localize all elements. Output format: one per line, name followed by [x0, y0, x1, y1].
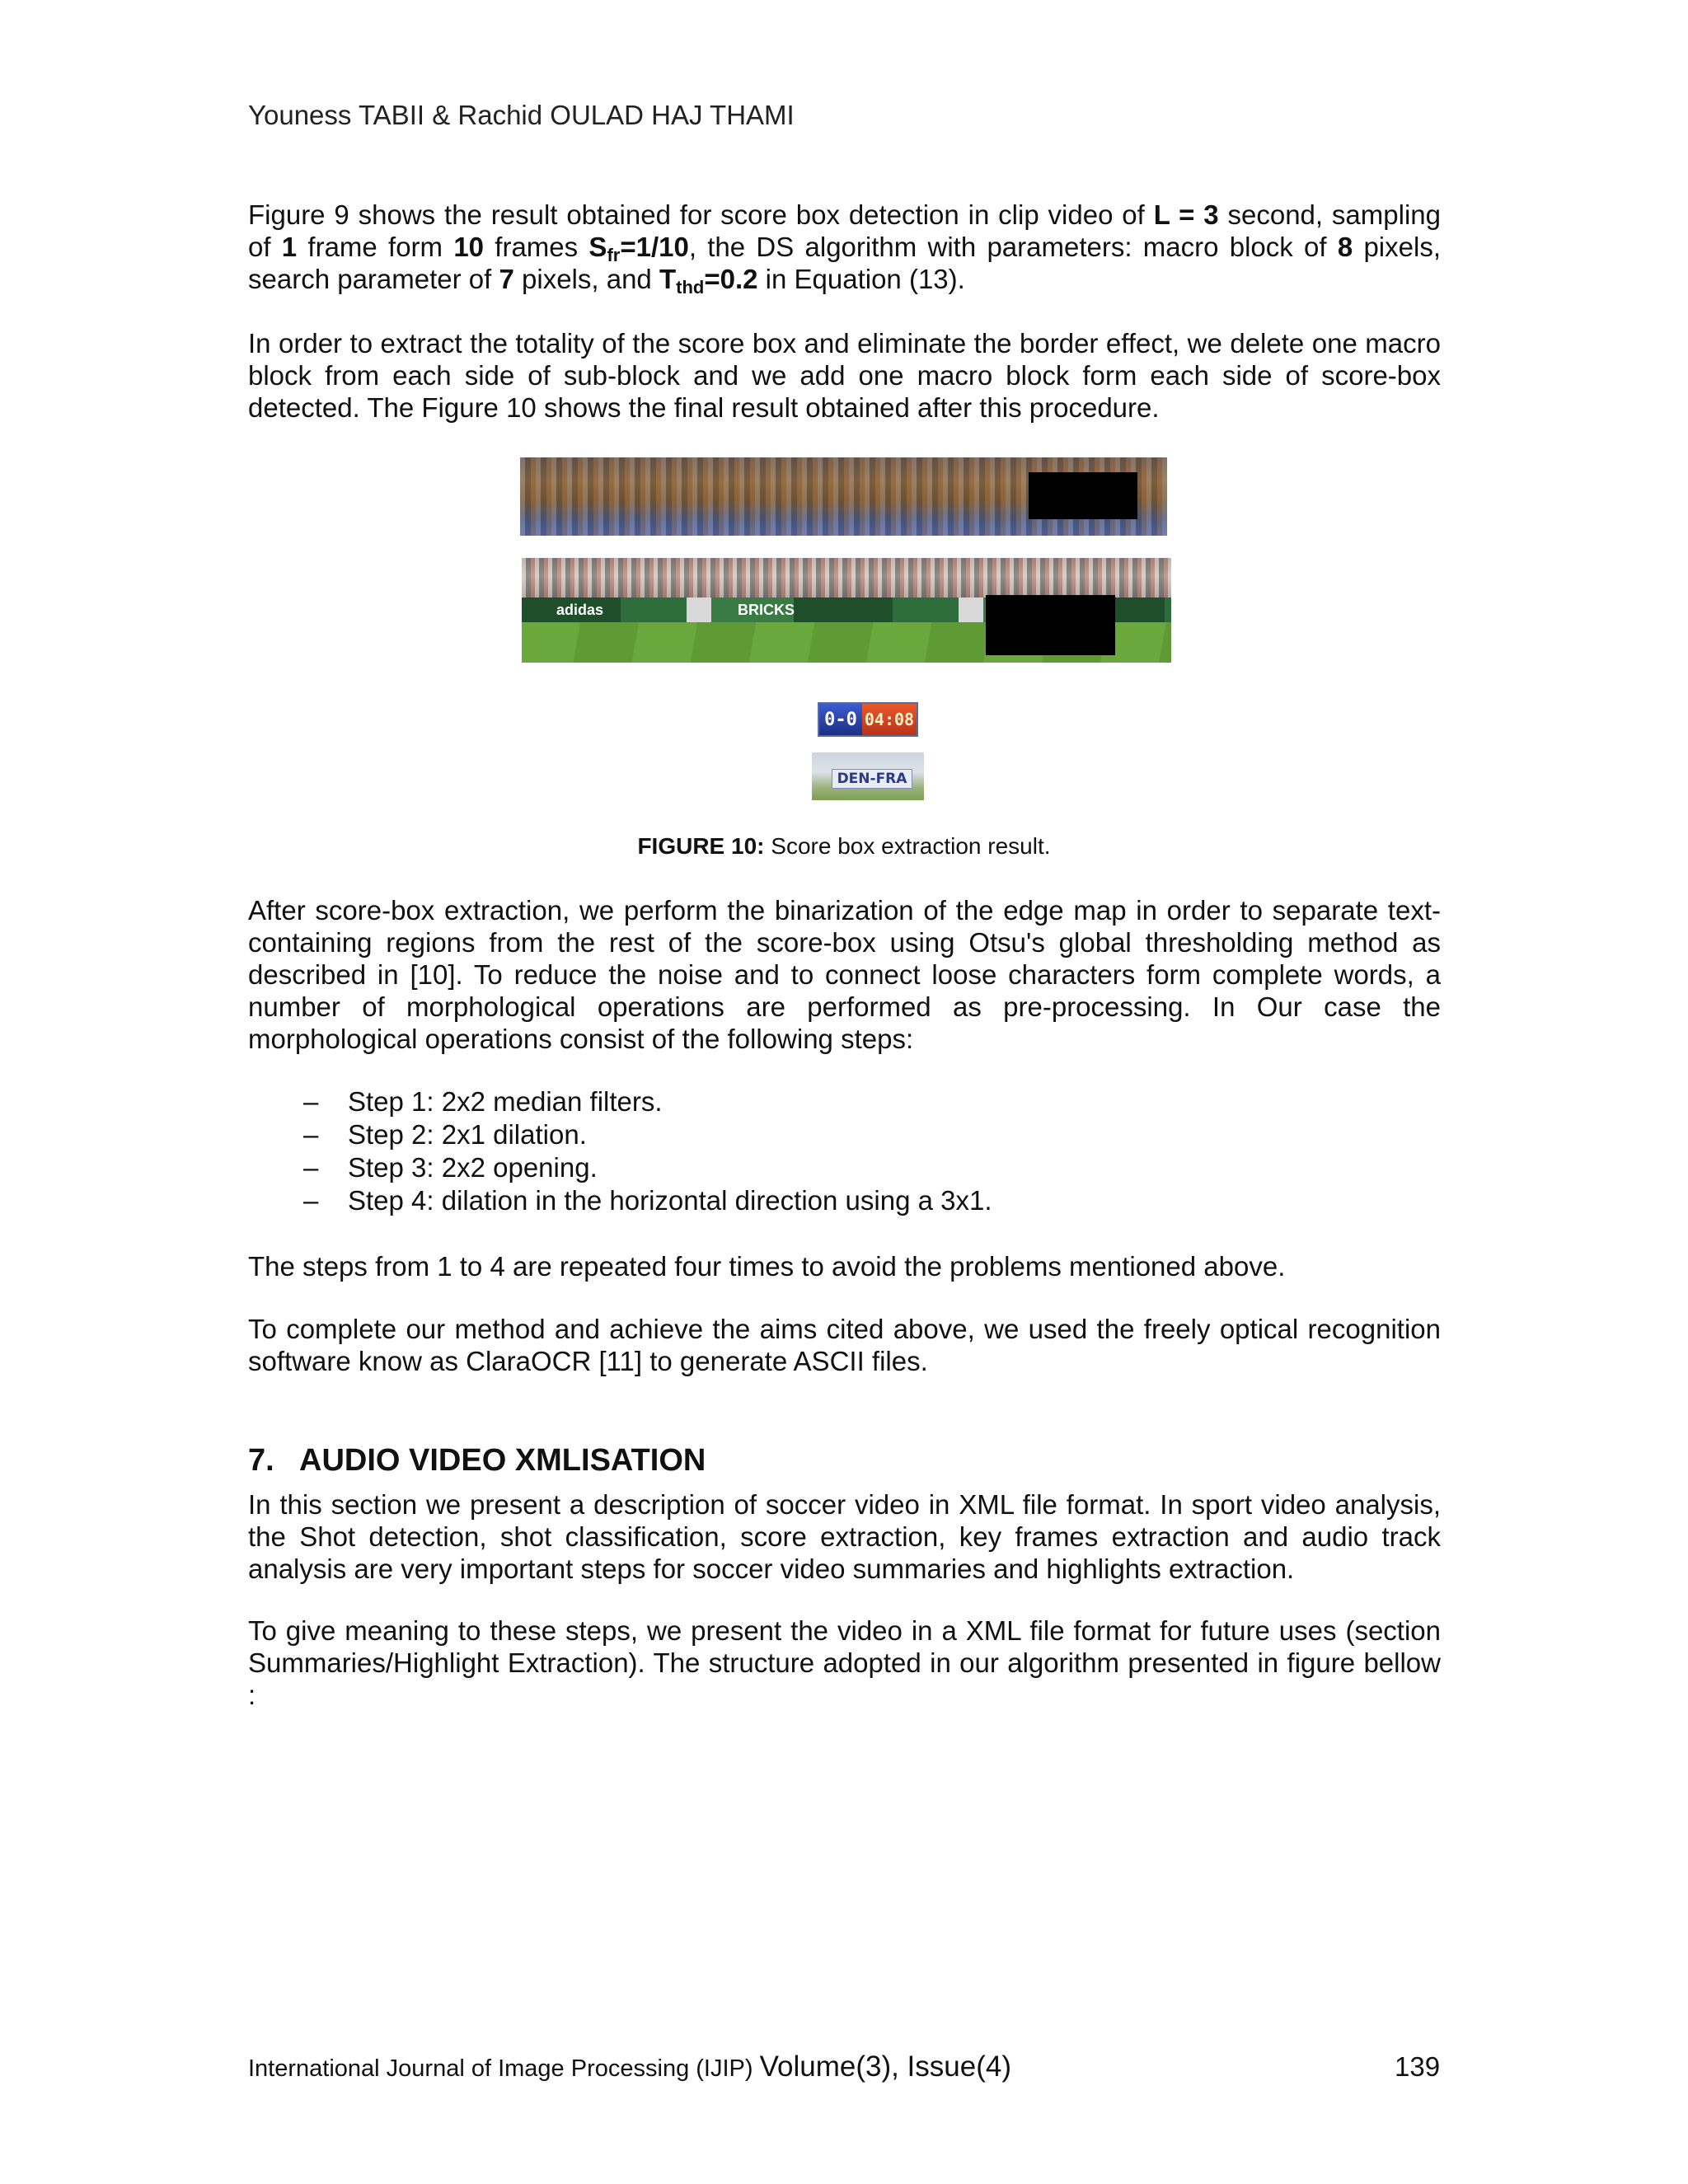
paragraph-border-effect: In order to extract the totality of the score box and eliminate the border effect, we delete one macro block from each side of sub-block and we add one macro block form each side of score-box detected. The Figure 10 shows the final result obtained after this procedure.	[248, 328, 1441, 423]
ad-board-text-2: BRICKS	[738, 602, 795, 618]
footer-journal: International Journal of Image Processing (IJIP) Volume(3), Issue(4)	[248, 2050, 1011, 2083]
paragraph-figure9-description: Figure 9 shows the result obtained for score box detection in clip video of L = 3 second, sampling of 1 frame form 10 frames $S_{fr}=1/10$, the DS algorithm with parameters: macro block of 8 pixels, search parameter of 7 pixels, and $T_{thd}=0.2$ in Equation (13).	[248, 199, 1442, 298]
paragraph-repeat-steps: The steps from 1 to 4 are repeated four times to avoid the problems mentioned above.	[248, 1251, 1286, 1282]
paragraph-xml-description: In this section we present a description of soccer video in XML file format. In sport video analysis, the Shot detection, shot classification, score extraction, key frames extraction and audio track analysis are very important steps for soccer video summaries and highlights extraction.	[248, 1489, 1441, 1584]
section-heading: 7. AUDIO VIDEO XMLISATION	[248, 1443, 706, 1478]
frame-strip-2	[522, 558, 1171, 663]
extracted-scorebox-teams	[812, 752, 924, 800]
list-item: – Step 1: 2x2 median filters.	[303, 1086, 663, 1117]
page-number: 139	[1395, 2051, 1441, 2082]
stadium-crowd	[522, 558, 1171, 598]
list-item: – Step 3: 2x2 opening.	[303, 1152, 598, 1183]
match-time: 04:08	[862, 704, 917, 735]
frame-strip-1	[520, 457, 1167, 536]
morphology-steps-list	[303, 1085, 992, 1217]
figure-caption: FIGURE 10: Score box extraction result.	[637, 833, 1051, 859]
paragraph-binarization: After score-box extraction, we perform the binarization of the edge map in order to separate text-containing regions from the rest of the score-box using Otsu's global thresholding method as described in [10]. To reduce the noise and to connect loose characters form complete words, a number of morphological operations are performed as pre-processing. In Our case the morphological operations consist of the following steps:	[248, 895, 1441, 1054]
paragraph-xml-structure: To give meaning to these steps, we present the video in a XML file format for future uses (section Summaries/Highlight Extraction). The structure adopted in our algorithm presented in figure bellow :	[248, 1615, 1441, 1710]
ad-board-text-1: adidas	[556, 602, 604, 618]
list-item: – Step 4: dilation in the horizontal direction using a 3x1.	[303, 1185, 992, 1216]
list-item: – Step 2: 2x1 dilation.	[303, 1119, 587, 1150]
team-names: DEN-FRA	[832, 769, 912, 789]
paragraph-ocr: To complete our method and achieve the aims cited above, we used the freely optical recognition software know as ClaraOCR [11] to generate ASCII files.	[248, 1314, 1441, 1376]
score-value: 0-0	[819, 704, 862, 735]
running-head-authors: Youness TABII & Rachid OULAD HAJ THAMI	[248, 100, 795, 130]
detected-scorebox-mask-1	[1029, 472, 1137, 519]
detected-scorebox-mask-2	[986, 595, 1115, 655]
extracted-scorebox-score	[818, 702, 918, 737]
